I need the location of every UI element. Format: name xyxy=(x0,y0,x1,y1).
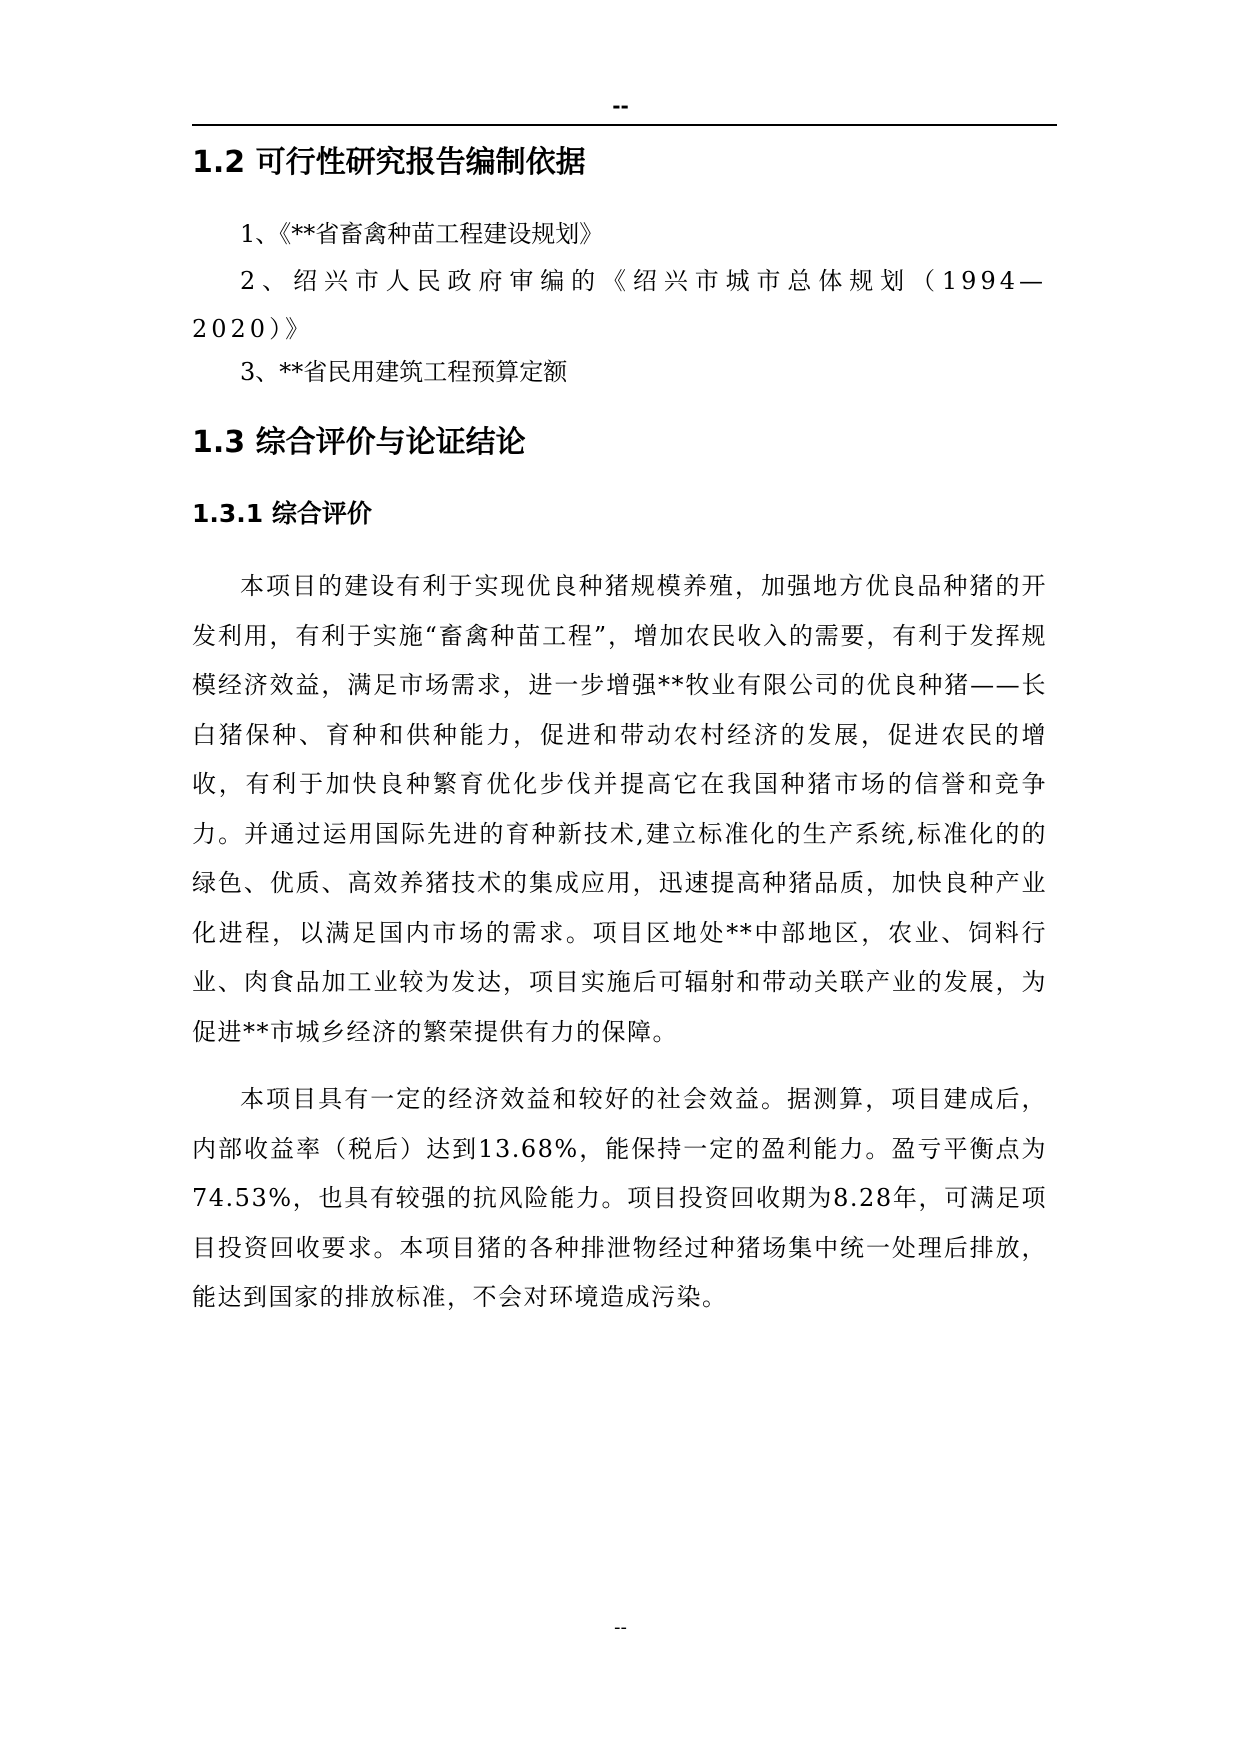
section-heading-1-3: 1.3 综合评价与论证结论 xyxy=(192,425,526,460)
reference-item-2 xyxy=(192,257,1047,353)
body-paragraph-2: 本项目具有一定的经济效益和较好的社会效益。据测算，项目建成后，内部收益率（税后）达到13.68%，能保持一定的盈利能力。盈亏平衡点为74.53%，也具有较强的抗风险能力。项目投资回收期为8.28年，可满足项目投资回收要求。本项目猪的各种排泄物经过种猪场集中统一处理后排放，能达到国家的排放标准，不会对环境造成污染。 xyxy=(192,1085,1047,1311)
reference-item-2-text: 2、绍兴市人民政府审编的《绍兴市城市总体规划（1994—2020）》 xyxy=(192,267,1047,343)
subsection-heading-1-3-1: 1.3.1 综合评价 xyxy=(192,499,372,528)
page-header-mark: -- xyxy=(612,94,629,118)
reference-item-1: 1、《**省畜禽种苗工程建设规划》 xyxy=(240,220,604,248)
page-footer-mark: -- xyxy=(614,1617,627,1638)
body-paragraph-1: 本项目的建设有利于实现优良种猪规模养殖，加强地方优良品种猪的开发利用，有利于实施“畜禽种苗工程”，增加农民收入的需要，有利于发挥规模经济效益，满足市场需求，进一步增强**牧业有限公司的优良种猪——长白猪保种、育种和供种能力，促进和带动农村经济的发展，促进农民的增收，有利于加快良种繁育优化步伐并提高它在我国种猪市场的信誉和竞争力。并通过运用国际先进的育种新技术,建立标准化的生产系统,标准化的的绿色、优质、高效养猪技术的集成应用，迅速提高种猪品质，加快良种产业化进程，以满足国内市场的需求。项目区地处**中部地区，农业、饲料行业、肉食品加工业较为发达，项目实施后可辐射和带动关联产业的发展，为促进**市城乡经济的繁荣提供有力的保障。 xyxy=(192,572,1047,1046)
reference-item-3: 3、**省民用建筑工程预算定额 xyxy=(240,358,568,386)
header-rule xyxy=(192,124,1057,126)
section-heading-1-2: 1.2 可行性研究报告编制依据 xyxy=(192,145,586,180)
